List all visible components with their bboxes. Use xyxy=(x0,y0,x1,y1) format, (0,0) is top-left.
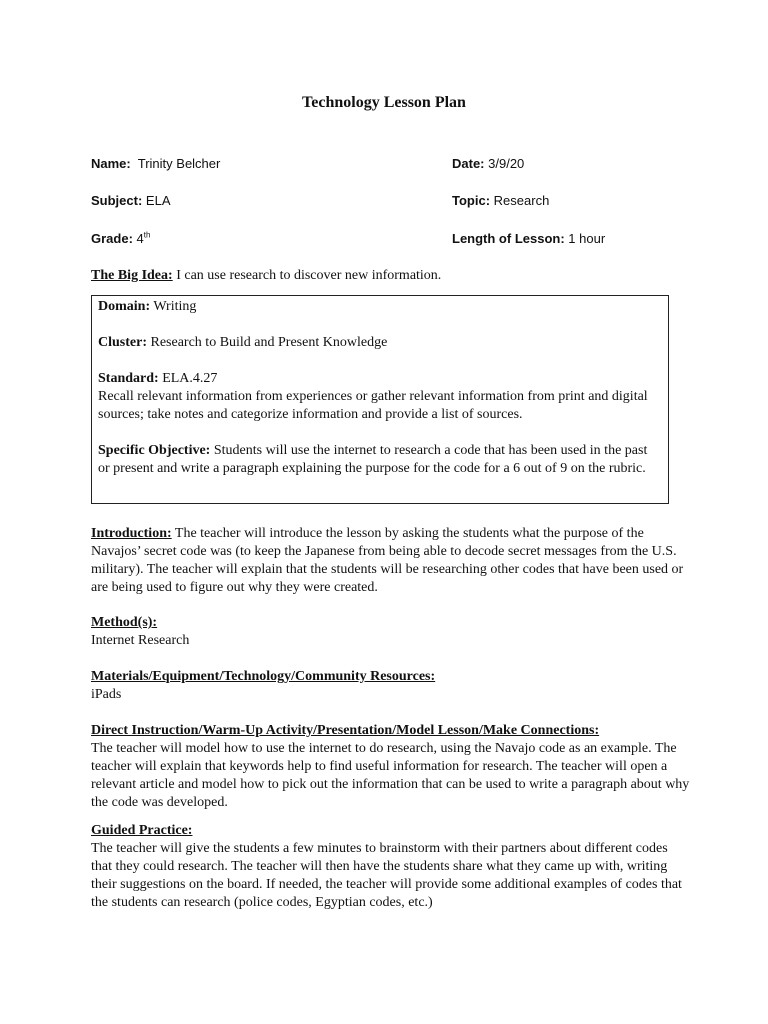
name-value: Trinity Belcher xyxy=(137,156,221,171)
methods-text: Internet Research xyxy=(91,633,190,648)
name-label: Name: xyxy=(91,156,131,171)
topic-label: Topic: xyxy=(452,193,491,208)
cluster-value: Research to Build and Present Knowledge xyxy=(150,335,388,350)
materials-label: Materials/Equipment/Technology/Community Resources: xyxy=(91,669,436,684)
domain-row xyxy=(98,298,661,316)
introduction-text: The teacher will introduce the lesson by asking the students what the purpose of the Navajos’ secret code was (to keep the Japanese from being able to decode secret messages from the U.S. military). The teacher will explain that the students will be researching other codes that have been used or are being used to figure out why they were created. xyxy=(91,526,684,595)
direct-instruction-section xyxy=(91,722,691,812)
guided-practice-label: Guided Practice: xyxy=(91,823,193,838)
domain-value: Writing xyxy=(153,299,197,314)
cluster-row xyxy=(98,334,661,352)
grade-field xyxy=(91,231,150,246)
objective-text: Students will use the internet to research a code that has been used in the past or present and write a paragraph explaining the purpose for the code for a 6 out of 9 on the rubric. xyxy=(98,443,648,476)
standard-label: Standard: xyxy=(98,371,159,386)
methods-section xyxy=(91,614,691,650)
direct-instruction-text: The teacher will model how to use the internet to do research, using the Navajo code as an example. The teacher will explain that keywords help to find useful information for research. The teacher will open a relevant article and model how to pick out the information that can be used to write a paragraph about why the code was developed. xyxy=(91,741,690,810)
domain-label: Domain: xyxy=(98,299,151,314)
length-label: Length of Lesson: xyxy=(452,231,565,246)
materials-text: iPads xyxy=(91,687,122,702)
grade-label: Grade: xyxy=(91,231,133,246)
standard-text: Recall relevant information from experiences or gather relevant information from print and digital sources; take notes and categorize information and provide a list of sources. xyxy=(98,389,648,422)
date-value: 3/9/20 xyxy=(488,156,525,171)
grade-value: 4 xyxy=(136,231,144,246)
document-title: Technology Lesson Plan xyxy=(302,94,466,111)
guided-practice-section xyxy=(91,822,691,912)
subject-label: Subject: xyxy=(91,193,143,208)
name-field xyxy=(91,156,220,171)
objective-label: Specific Objective: xyxy=(98,443,211,458)
length-value: 1 hour xyxy=(568,231,606,246)
subject-value: ELA xyxy=(145,193,171,208)
big-idea-label: The Big Idea: xyxy=(91,268,173,283)
methods-label: Method(s): xyxy=(91,615,158,630)
subject-field xyxy=(91,193,171,208)
date-label: Date: xyxy=(452,156,485,171)
big-idea xyxy=(91,268,441,284)
introduction-label: Introduction: xyxy=(91,526,172,541)
grade-suffix: th xyxy=(143,230,151,240)
introduction-section xyxy=(91,525,691,597)
guided-practice-text: The teacher will give the students a few minutes to brainstorm with their partners about different codes that they could research. The teacher will then have the students share what they came up with, writing their suggestions on the board. If needed, the teacher will provide some additional examples of codes that the students can research (police codes, Egyptian codes, etc.) xyxy=(91,841,682,910)
standards-box xyxy=(91,295,669,504)
objective-row xyxy=(98,442,661,478)
standard-row xyxy=(98,370,661,388)
materials-section xyxy=(91,668,691,704)
length-field xyxy=(452,231,605,246)
standard-value: ELA.4.27 xyxy=(162,371,218,386)
topic-field xyxy=(452,193,549,208)
date-field xyxy=(452,156,524,171)
cluster-label: Cluster: xyxy=(98,335,147,350)
big-idea-text: I can use research to discover new information. xyxy=(176,268,442,283)
topic-value: Research xyxy=(493,193,550,208)
direct-instruction-label: Direct Instruction/Warm-Up Activity/Presentation/Model Lesson/Make Connections: xyxy=(91,723,600,738)
